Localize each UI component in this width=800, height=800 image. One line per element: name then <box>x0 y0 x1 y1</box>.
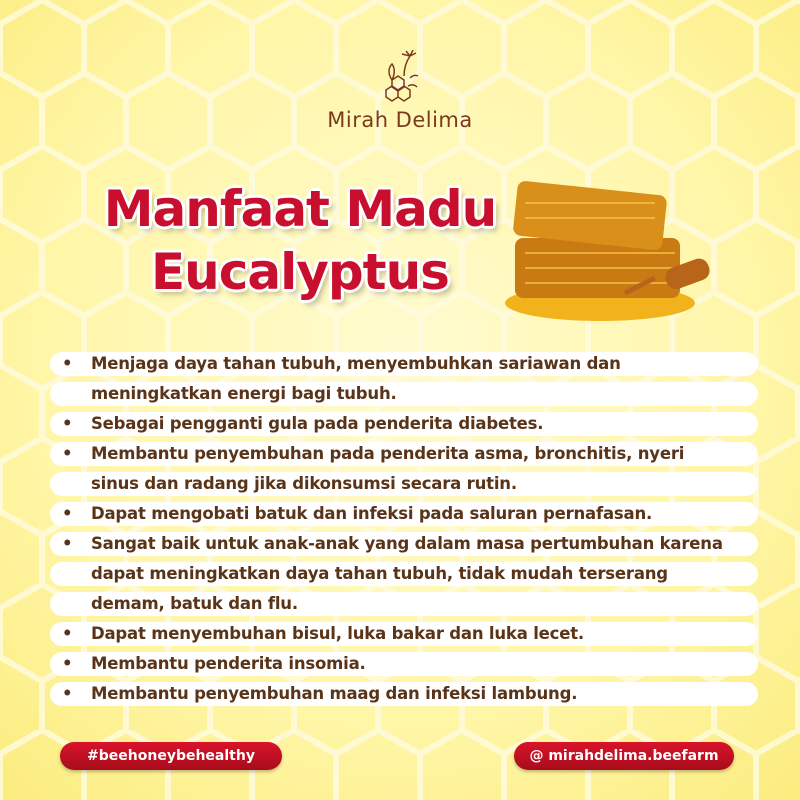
list-item-line <box>50 382 758 406</box>
list-item-text: sinus dan radang jika dikonsumsi secara rutin. <box>91 474 517 493</box>
list-item-line <box>50 592 758 616</box>
bullet-icon: • <box>62 504 73 523</box>
brand-logo <box>300 50 500 132</box>
list-item-text: Membantu penyembuhan maag dan infeksi lambung. <box>91 684 578 703</box>
bullet-icon: • <box>62 654 73 673</box>
flower-honeycomb-icon <box>370 50 430 106</box>
list-item-line <box>50 502 758 526</box>
list-item-text: meningkatkan energi bagi tubuh. <box>91 384 397 403</box>
instagram-handle-badge: @ mirahdelima.beefarm <box>514 742 734 770</box>
title-line-2: Eucalyptus <box>151 243 449 301</box>
list-item-line <box>50 412 758 436</box>
bullet-icon: • <box>62 624 73 643</box>
list-item-text: dapat meningkatkan daya tahan tubuh, tidak mudah terserang <box>91 564 668 583</box>
list-item-line <box>50 652 758 676</box>
list-item-text: demam, batuk dan flu. <box>91 594 298 613</box>
list-item-line <box>50 622 758 646</box>
list-item-text: Membantu penderita insomia. <box>91 654 366 673</box>
list-item-line <box>50 442 758 466</box>
brand-name: Mirah Delima <box>327 108 473 132</box>
list-item-text: Sangat baik untuk anak-anak yang dalam masa pertumbuhan karena <box>91 534 723 553</box>
list-item-text: Membantu penyembuhan pada penderita asma, bronchitis, nyeri <box>91 444 685 463</box>
title-line-1: Manfaat Madu <box>103 180 497 238</box>
list-item-line <box>50 562 758 586</box>
list-item-line <box>50 352 758 376</box>
list-item-text: Dapat mengobati batuk dan infeksi pada saluran pernafasan. <box>91 504 653 523</box>
list-item-line <box>50 682 758 706</box>
list-item-line <box>50 532 758 556</box>
list-item-text: Sebagai pengganti gula pada penderita diabetes. <box>91 414 544 433</box>
list-item-text: Menjaga daya tahan tubuh, menyembuhkan sariawan dan <box>91 354 621 373</box>
list-item-text: Dapat menyembuhan bisul, luka bakar dan luka lecet. <box>91 624 584 643</box>
bullet-icon: • <box>62 684 73 703</box>
honeycomb-image <box>505 168 720 328</box>
bullet-icon: • <box>62 444 73 463</box>
list-item-line <box>50 472 758 496</box>
bullet-icon: • <box>62 414 73 433</box>
bullet-icon: • <box>62 354 73 373</box>
benefits-list <box>50 352 758 712</box>
bullet-icon: • <box>62 534 73 553</box>
hashtag-badge: #beehoneybehealthy <box>60 742 282 770</box>
